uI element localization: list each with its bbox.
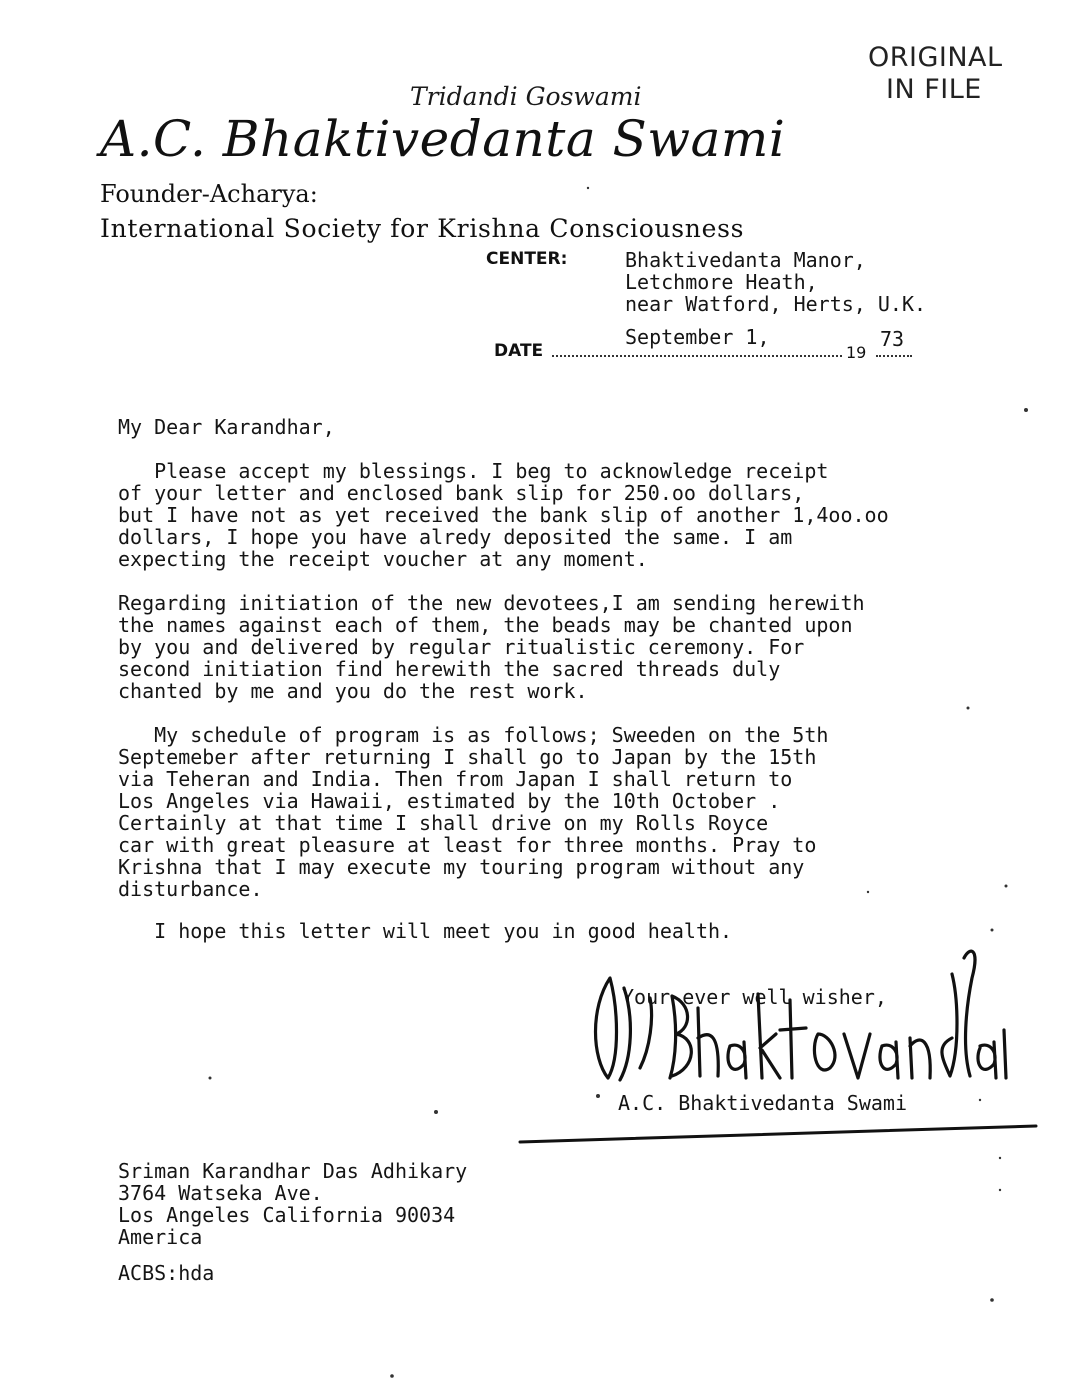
salutation: My Dear Karandhar, <box>118 415 335 439</box>
letter-paragraph: I hope this letter will meet you in good health. <box>118 919 733 943</box>
stamp-line-1: ORIGINAL <box>868 42 1003 73</box>
letter-paragraph: Regarding initiation of the new devotees,I am sending herewith the names against each of them, the beads may be chanted upon by you and delivered by regular ritualistic ceremony. For second initiation find herewith the sacred threads duly chanted by me and you do the rest work. <box>118 591 865 703</box>
recipient-line: Los Angeles California 90034 <box>118 1203 456 1227</box>
closing-line: Your ever well wisher, <box>622 985 887 1009</box>
letterhead-title-prefix: Tridandi Goswami <box>410 82 642 111</box>
date-century: 19 <box>846 343 867 362</box>
letterhead-organization: International Society for Krishna Consciousness <box>100 214 745 243</box>
recipient-line: Sriman Karandhar Das Adhikary <box>118 1159 468 1183</box>
stamp-line-2: IN FILE <box>886 74 982 105</box>
letterhead-role: Founder-Acharya: <box>100 180 318 208</box>
recipient-line: America <box>118 1225 203 1249</box>
date-year: 73 <box>880 327 905 351</box>
recipient-line: 3764 Watseka Ave. <box>118 1181 323 1205</box>
center-address-line: Bhaktivedanta Manor, <box>625 248 866 272</box>
reference-initials: ACBS:hda <box>118 1261 215 1285</box>
letterhead-name: A.C. Bhaktivedanta Swami <box>100 110 786 168</box>
center-label: CENTER: <box>486 249 568 269</box>
center-address-line: near Watford, Herts, U.K. <box>625 292 927 316</box>
date-label: DATE <box>494 341 544 361</box>
letter-paragraph: My schedule of program is as follows; Sweeden on the 5th Septemeber after returning I shall go to Japan by the 15th via Teheran and India. Then from Japan I shall return to Los Angeles via Hawaii, estimated by the 10th October . Certainly at that time I shall drive on my Rolls Royce car with great pleasure at least for three months. Pray to Krishna that I may execute my touring program without any disturbance. <box>118 723 829 901</box>
date-value: September 1, <box>625 325 770 349</box>
center-address-line: Letchmore Heath, <box>625 270 818 294</box>
letter-paragraph: Please accept my blessings. I beg to acknowledge receipt of your letter and enclosed bank slip for 250.oo dollars, but I have not as yet received the bank slip of another 1,4oo.oo dollars, I hope you have alredy deposited the same. I am expecting the receipt voucher at any moment. <box>118 459 889 571</box>
typed-signature-name: A.C. Bhaktivedanta Swami <box>618 1091 907 1115</box>
